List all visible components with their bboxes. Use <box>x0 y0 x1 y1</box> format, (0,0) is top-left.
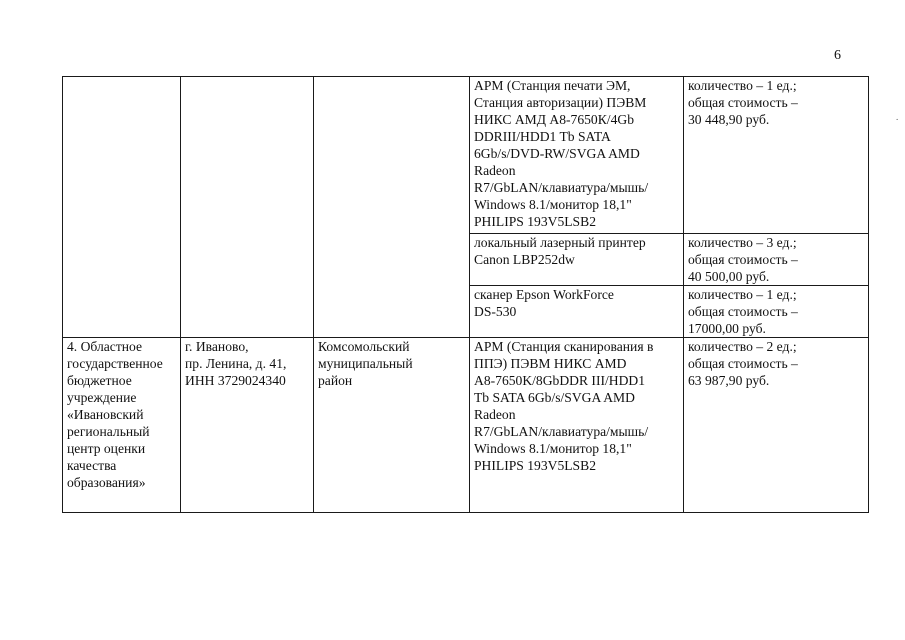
cell-text-line: региональный <box>67 424 150 439</box>
district-cell <box>314 77 470 338</box>
cell-text-line: Windows 8.1/монитор 18,1" <box>474 441 632 456</box>
cell-text-line: 4. Областное <box>67 339 143 354</box>
cost-cell <box>684 338 869 513</box>
cell-text-line: район <box>318 373 353 388</box>
cell-text-line: 17000,00 руб. <box>688 321 766 336</box>
cell-text-line: «Ивановский <box>67 407 144 422</box>
cell-text-line: муниципальный <box>318 356 413 371</box>
cell-text-line: г. Иваново, <box>185 339 249 354</box>
cell-text-line: сканер Epson WorkForce <box>474 287 614 302</box>
cell-text-line: НИКС АМД А8-7650К/4Gb <box>474 112 634 127</box>
equipment-cell <box>470 234 684 286</box>
cell-text-line: количество – 2 ед.; <box>688 339 797 354</box>
cell-text-line: DDRIII/HDD1 Tb SATA <box>474 129 611 144</box>
cell-text-line: пр. Ленина, д. 41, <box>185 356 287 371</box>
cell-text-line: количество – 1 ед.; <box>688 78 797 93</box>
page-number: 6 <box>834 48 841 63</box>
cell-text-line: A8-7650K/8GbDDR III/HDD1 <box>474 373 646 388</box>
cell-text-line: 6Gb/s/DVD-RW/SVGA AMD <box>474 146 640 161</box>
cost-cell <box>684 77 869 234</box>
cell-text-line: 40 500,00 руб. <box>688 269 770 284</box>
cell-text-line: Canon LBP252dw <box>474 252 575 267</box>
table-row <box>63 338 869 513</box>
cell-text-line: DS-530 <box>474 304 517 319</box>
margin-mark: . <box>896 112 899 122</box>
cell-text-line: Radeon <box>474 407 516 422</box>
cell-text-line: Станция авторизации) ПЭВМ <box>474 95 647 110</box>
org-cell <box>63 77 181 338</box>
cell-text-line: R7/GbLAN/клавиатура/мышь/ <box>474 180 649 195</box>
cell-text-line: учреждение <box>67 390 137 405</box>
cell-text-line: 63 987,90 руб. <box>688 373 770 388</box>
cell-text-line: АРМ (Станция сканирования в <box>474 339 654 354</box>
cell-text-line: ИНН 3729024340 <box>185 373 286 388</box>
cell-text-line: R7/GbLAN/клавиатура/мышь/ <box>474 424 649 439</box>
cell-text-line: общая стоимость – <box>688 356 798 371</box>
equipment-table <box>62 76 869 513</box>
cell-text-line: общая стоимость – <box>688 95 798 110</box>
cell-text-line: 30 448,90 руб. <box>688 112 770 127</box>
cost-cell <box>684 234 869 286</box>
table-row <box>63 77 869 234</box>
equipment-cell <box>470 77 684 234</box>
cell-text-line: общая стоимость – <box>688 252 798 267</box>
cell-text-line: образования» <box>67 475 146 490</box>
address-cell <box>181 77 314 338</box>
cell-text-line: локальный лазерный принтер <box>474 235 646 250</box>
cell-text-line: ППЭ) ПЭВМ НИКС AMD <box>474 356 627 371</box>
cell-text-line: качества <box>67 458 117 473</box>
cell-text-line: Windows 8.1/монитор 18,1" <box>474 197 632 212</box>
equipment-cell <box>470 338 684 513</box>
address-cell <box>181 338 314 513</box>
cell-text-line: PHILIPS 193V5LSB2 <box>474 214 596 229</box>
cell-text-line: Комсомольский <box>318 339 410 354</box>
cell-text-line: общая стоимость – <box>688 304 798 319</box>
district-cell <box>314 338 470 513</box>
cell-text-line: количество – 3 ед.; <box>688 235 797 250</box>
cell-text-line: центр оценки <box>67 441 146 456</box>
cell-text-line: бюджетное <box>67 373 132 388</box>
cell-text-line: количество – 1 ед.; <box>688 287 797 302</box>
cost-cell <box>684 286 869 338</box>
org-cell <box>63 338 181 513</box>
cell-text-line: PHILIPS 193V5LSB2 <box>474 458 596 473</box>
equipment-cell <box>470 286 684 338</box>
cell-text-line: Radeon <box>474 163 516 178</box>
cell-text-line: государственное <box>67 356 163 371</box>
cell-text-line: АРМ (Станция печати ЭМ, <box>474 78 631 93</box>
cell-text-line: Tb SATA 6Gb/s/SVGA AMD <box>474 390 635 405</box>
